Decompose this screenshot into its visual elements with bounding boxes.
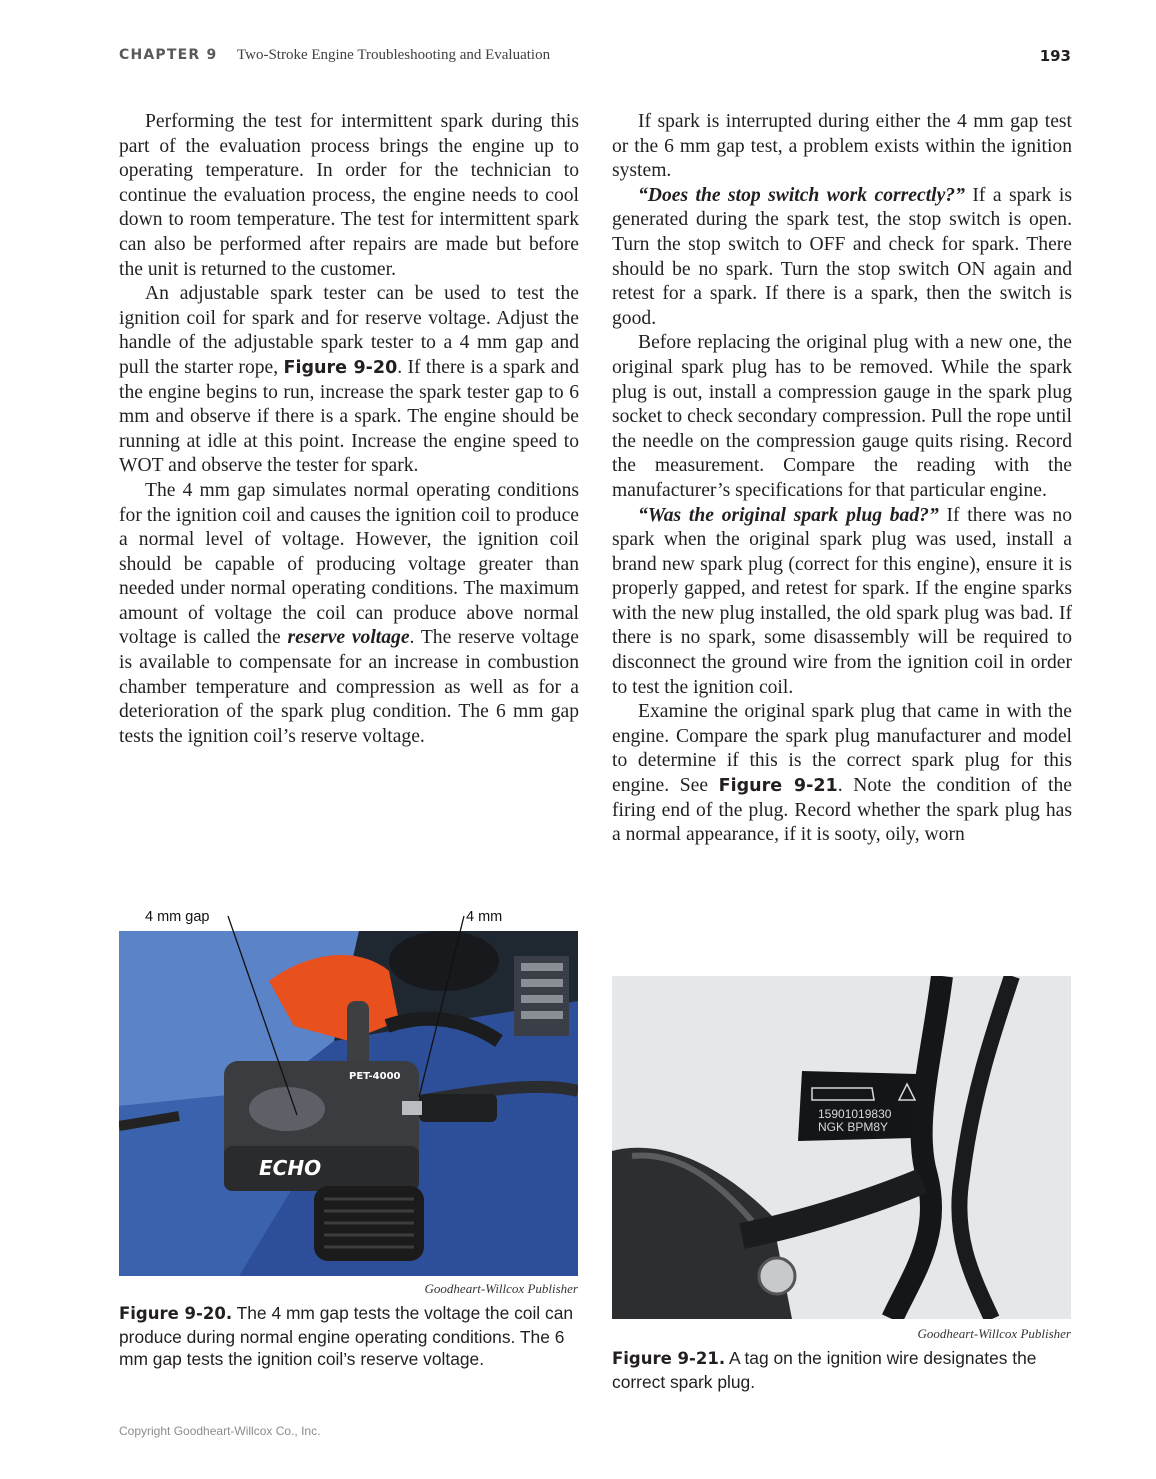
text-run: . The reserve voltage is available to compensate for an increase in combustion chamber temperature and compression as well as for a deterioration of the spark plug condition. The 6 mm gap tests the ignition coil’s reserve voltage. <box>119 627 580 747</box>
text-run: Examine the original spark plug that came in with the engine. Compare the spark plug manufacturer and model to determine if this is the correct spark plug for this engine. See <box>612 701 1072 797</box>
paragraph <box>612 184 1072 332</box>
figure-9-21-credit: Goodheart-Willcox Publisher <box>917 1326 1071 1341</box>
paragraph: If spark is interrupted during either the 4 mm gap test or the 6 mm gap test, a problem exists within the ignition system. <box>612 111 1072 182</box>
figure-9-21-photo <box>612 976 1071 1319</box>
key-term: reserve voltage <box>287 627 410 649</box>
text-run: . Note the condition of the firing end of the plug. Record whether the spark plug has a normal appearance, if it is sooty, oily, worn <box>612 775 1072 846</box>
figure-label: Figure 9-20. <box>119 1304 233 1323</box>
right-column <box>612 110 1072 848</box>
chapter-title: Two-Stroke Engine Troubleshooting and Evaluation <box>237 47 551 63</box>
figure-9-20-caption <box>119 1302 581 1371</box>
paragraph <box>119 479 579 750</box>
copyright-footer: Copyright Goodheart-Willcox Co., Inc. <box>119 1424 321 1438</box>
tester-model-label: PET-4000 <box>349 1071 401 1082</box>
figure-label: Figure 9-21. <box>612 1349 726 1368</box>
paragraph: Before replacing the original plug with a new one, the original spark plug has to be removed. While the spark plug is out, install a compression gauge in the spark plug socket to check secondary compression. Pull the rope until the needle on the compression gauge quits rising. Record the measurement. Compare the reading with the manufacturer’s specifications for that particular engine. <box>612 332 1072 501</box>
caption-text: A tag on the ignition wire designates the correct spark plug. <box>612 1348 1037 1392</box>
paragraph: Performing the test for intermittent spark during this part of the evaluation process brings the engine up to operating temperature. In order for the technician to continue the evaluation process, the engine needs to cool down to room temperature. The test for intermittent spark can also be performed after repairs are made but before the unit is returned to the customer. <box>119 111 579 280</box>
question-heading: “Was the original spark plug bad?” <box>638 504 939 526</box>
paragraph <box>612 504 1072 701</box>
text-run: . If there is a spark and the engine begins to run, increase the spark tester gap to 6 mm and observe if there is a spark. The engine should be running at idle at this point. Increase the engine speed to WOT and observe the tester for spark. <box>119 356 579 477</box>
question-heading: “Does the stop switch work correctly?” <box>638 184 965 206</box>
figure-9-21-caption <box>612 1347 1074 1393</box>
figure-reference[interactable]: Figure 9-20 <box>283 357 398 378</box>
callout-4mm-gap: 4 mm gap <box>145 909 210 925</box>
echo-logo: ECHO <box>259 1156 322 1180</box>
text-run: The 4 mm gap simulates normal operating conditions for the ignition coil and causes the ignition coil to produce a normal level of voltage. However, the ignition coil should be capable of producing voltage greater than needed under normal operating conditions. The maximum amount of voltage the coil can produce above normal voltage is called the <box>119 479 579 649</box>
tag-part-number: 15901019830 <box>818 1107 892 1121</box>
paragraph <box>612 700 1072 848</box>
caption-text: The 4 mm gap tests the voltage the coil can produce during normal engine operating conditions. The 6 mm gap tests the ignition coil’s reserve voltage. <box>119 1303 574 1369</box>
left-column <box>119 110 579 749</box>
text-run: If there was no spark when the original spark plug was used, install a brand new spark plug (correct for this engine), ensure it is properly gapped, and retest for spark. If the engine sparks with the new plug installed, the old spark plug was bad. If there is no spark, some disassembly will be required to disconnect the ground wire from the ignition coil in order to test the ignition coil. <box>612 504 1072 698</box>
text-run: An adjustable spark tester can be used to test the ignition coil for spark and for reserve voltage. Adjust the handle of the adjustable spark tester to a 4 mm gap and pull the starter rope, <box>119 283 579 378</box>
text-run: If a spark is generated during the spark test, the stop switch is open. Turn the stop switch to OFF and check for spark. There should be no spark. Turn the stop switch ON again and retest for a spark. If there is a spark, then the switch is good. <box>612 184 1072 329</box>
running-header <box>119 47 1071 67</box>
figure-9-20-photo <box>119 931 578 1276</box>
figure-9-20-credit: Goodheart-Willcox Publisher <box>424 1281 578 1296</box>
figure-reference[interactable]: Figure 9-21 <box>718 776 838 797</box>
tag-plug-model: NGK BPM8Y <box>818 1120 889 1134</box>
paragraph <box>119 282 579 479</box>
page-number: 193 <box>1039 47 1071 65</box>
chapter-label: CHAPTER 9 <box>119 47 218 63</box>
callout-4mm: 4 mm <box>466 909 503 925</box>
